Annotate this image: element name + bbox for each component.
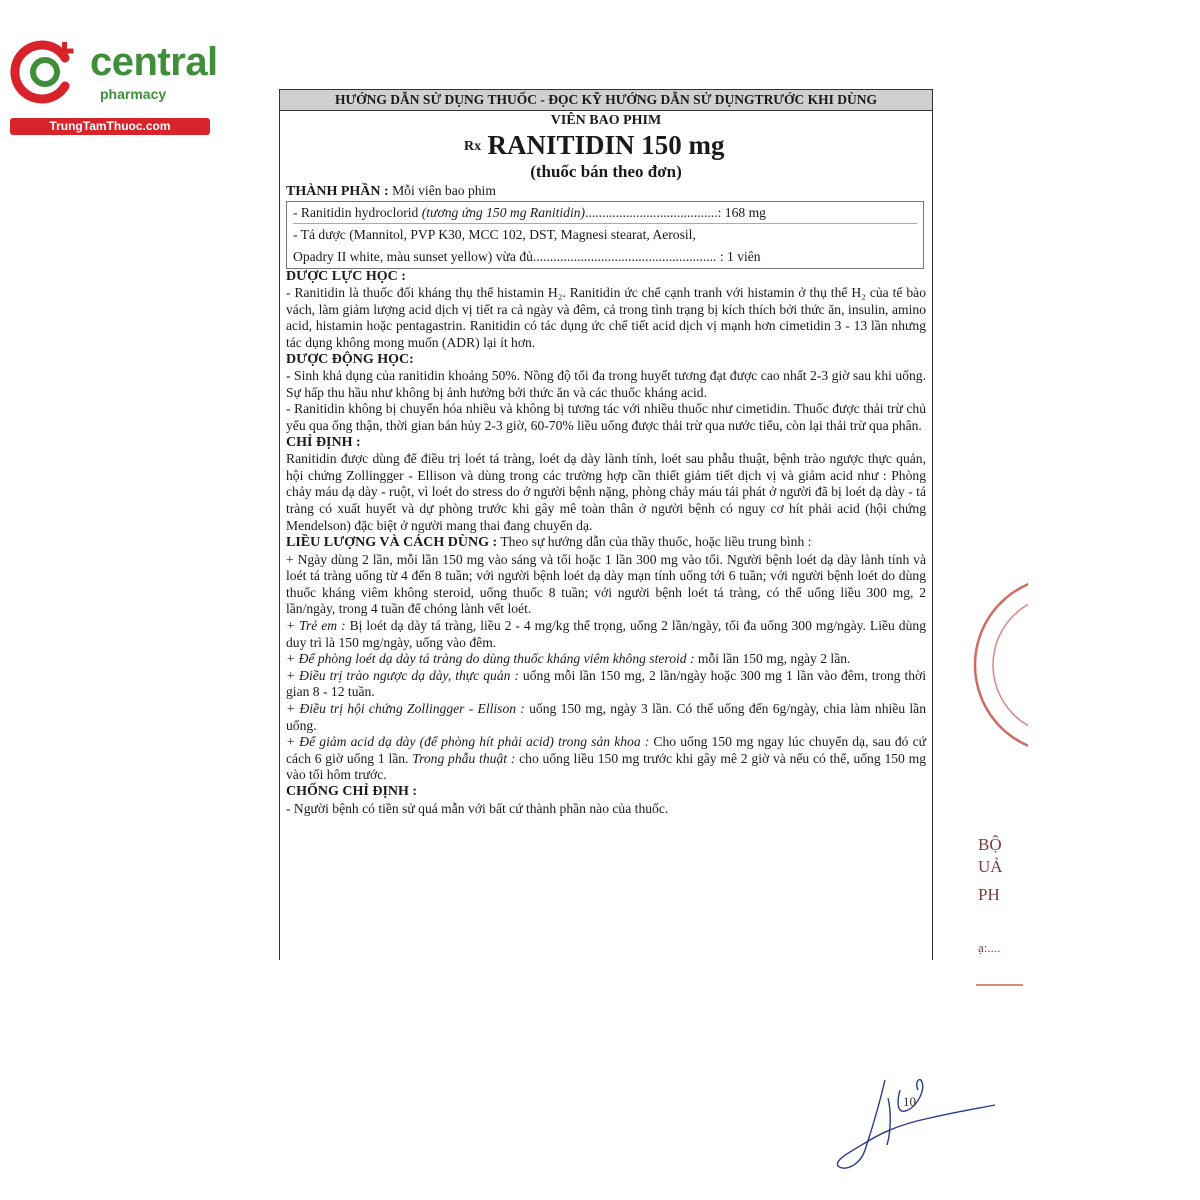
pharmacodynamics-text: - Ranitidin là thuốc đối kháng thụ thể histamin H₂. Ranitidin ức chế cạnh tranh với histamin ở thụ thể H₂ của tế bào vách, làm giảm lượng acid dịch vị tiết ra cả ngày và đêm, cả trong tình trạng bị kích thích bởi thức ăn, insulin, amino acid, histamin hoặc pentagastrin. Ranitidin có tác dụng ức chế tiết acid dịch vị mạnh hơn cimetidin 3 - 13 lần nhưng tác dụng không mong muốn (ADR) lại ít hơn. [286,285,926,350]
dosage-obstetric-label: + Để giảm acid dạ dày (để phòng hít phải acid) trong sản khoa : [286,734,650,750]
dosage-children-text: Bị loét dạ dày tá tràng, liều 2 - 4 mg/kg thể trọng, uống 2 lần/ngày, tối đa uống 300 mg/ngày. Liều dùng duy trì là 150 mg/ngày, uống vào đêm. [286,618,926,650]
composition-row-active [293,202,917,224]
logo-website-url[interactable]: TrungTamThuoc.com [10,118,210,135]
dosage-form: VIÊN BAO PHIM [550,113,662,128]
stamp-line-1: BỘ [978,835,1002,854]
stamp-line-4: ạ:.... [978,940,1001,955]
dosage-children-label: + Trẻ em : [286,618,346,634]
page-number: 10 [903,1094,916,1109]
dosage-zollinger-text: uống 150 mg, ngày 3 lần. Có thể uống đến 6g/ngày, chia làm nhiều lần uống. [286,701,926,733]
composition-row-excipients-2: Opadry II white, màu sunset yellow) vừa đủ...................................................... : 1 viên [293,248,761,264]
pharmacokinetics-text-1: - Sinh khả dụng của ranitidin khoảng 50%. Nồng độ tối đa trong huyết tương đạt được cao nhất 2-3 giờ sau khi uống. Sự hấp thu hầu như không bị ảnh hưởng bởi thức ăn và các thuốc kháng acid. [286,368,926,400]
composition-heading: THÀNH PHẦN : [286,184,389,199]
pharmacodynamics-heading: DƯỢC LỰC HỌC : [286,268,406,284]
central-pharmacy-logo[interactable] [10,36,220,136]
contraindications-text: - Người bệnh có tiền sử quá mẫn với bất cứ thành phần nào của thuốc. [286,800,669,816]
indications-text: Ranitidin được dùng để điều trị loét tá tràng, loét dạ dày lành tính, loét sau phẫu thuật, bệnh trào ngược thực quản, hội chứng Zollingger - Ellison và dùng trong các trường hợp cần thiết giảm tiết dịch vị và giảm acid như : Phòng chảy máu dạ dày - ruột, vì loét do stress do ở người bệnh nặng, phòng chảy máu tái phát ở người đã bị loét dạ dày - tá tràng có xuất huyết và dự phòng trước khi gây mê toàn thân ở người bệnh có nguy cơ hít phải acid (hội chứng Mendelson) đặc biệt ở người mang thai đang chuyển dạ. [286,451,926,533]
dosage-surgery-text: cho uống liều 150 mg trước khi gây mê 2 giờ và nếu có thể, uống 150 mg vào tối hôm trước. [286,750,927,783]
dosage-zollinger-label: + Điều trị hội chứng Zollingger - Ellison : [286,701,525,717]
dosage-heading: LIỀU LƯỢNG VÀ CÁCH DÙNG : [286,535,498,551]
pharmacokinetics-text-2: - Ranitidin không bị chuyển hóa nhiều và không bị tương tác với nhiều thuốc như cimetidin. Thuốc được thải trừ chủ yếu qua ống thận, thời gian bán hủy 2-3 giờ, 60-70% liều uống được thải trừ qua nước tiểu, còn lại thải trừ qua phân. [286,401,926,433]
approval-stamp [968,555,1028,995]
dosage-text-1: + Ngày dùng 2 lần, mỗi lần 150 mg vào sáng và tối hoặc 1 lần 300 mg vào tối. Người bệnh loét dạ dày lành tính và loét tá tràng uống từ 4 đến 8 tuần; với người bệnh loét dạ dày mạn tính uống tới 6 tuần; với người bệnh loét do dùng thuốc kháng viêm không steroid, uống thuốc 8 tuần; với người bệnh loét tá tràng, có thể uống liều 300 mg, 2 lần/ngày, trong 4 tuần để chóng lành vết loét. [286,551,926,617]
contraindications-heading: CHỐNG CHỈ ĐỊNH : [286,784,418,799]
composition-row-excipients-1: - Tá dược (Mannitol, PVP K30, MCC 102, DST, Magnesi stearat, Aerosil, [293,226,696,242]
dosage-surgery-label: Trong phẫu thuật : [412,750,516,766]
rx-mark: Rx [464,139,482,154]
dosage-reflux-label: + Điều trị trào ngược dạ dày, thực quản : [286,667,519,683]
active-amount: .......................................: 168 mg [585,204,766,220]
signature-icon [830,1060,1020,1180]
composition-intro: Mỗi viên bao phim [388,183,496,198]
drug-leaflet [279,89,933,960]
logo-brand-name: central [90,40,218,84]
pharmacokinetics-heading: DƯỢC ĐỘNG HỌC: [286,351,414,367]
pharmacy-logo-icon [10,36,80,106]
active-ingredient: - Ranitidin hydroclorid [293,204,422,220]
dosage-reflux [286,668,926,701]
dosage-nsaid-text: mỗi lần 150 mg, ngày 2 lần. [694,651,851,667]
indications-heading: CHỈ ĐỊNH : [286,434,361,450]
active-equivalent: (tương ứng 150 mg Ranitidin) [421,204,586,220]
dosage-nsaid [286,651,926,668]
prescription-note: (thuốc bán theo đơn) [530,162,682,181]
logo-brand-sub: pharmacy [100,86,167,102]
leaflet-body [280,112,932,817]
composition-section [286,183,926,201]
dosage-intro: Theo sự hướng dẫn của thầy thuốc, hoặc liều trung bình : [497,534,812,550]
stamp-line-3: PH [978,885,1000,904]
drug-title: RANITIDIN 150 mg [487,130,725,160]
dosage-zollinger [286,701,926,734]
dosage-intro-line [286,534,926,552]
dosage-obstetric-text: Cho uống 150 mg ngay lúc chuyển dạ, sau đó cứ cách 6 giờ uống 1 lần. [286,734,927,766]
leaflet-header: HƯỚNG DẪN SỬ DỤNG THUỐC - ĐỌC KỸ HƯỚNG DẪN SỬ DỤNGTRƯỚC KHI DÙNG [280,90,932,111]
dosage-reflux-text: uống mỗi lần 150 mg, 2 lần/ngày hoặc 300 mg 1 lần vào đêm, trong thời gian 8 - 12 tuần. [286,667,926,700]
dosage-children [286,618,926,651]
composition-box [286,201,924,269]
dosage-nsaid-label: + Để phòng loét dạ dày tá tràng do dùng thuốc kháng viêm không steroid : [286,651,695,667]
stamp-line-2: UẢ [978,857,1003,876]
title-row [286,129,926,161]
stamp-outline-icon [968,555,1028,995]
dosage-obstetric [286,734,926,784]
